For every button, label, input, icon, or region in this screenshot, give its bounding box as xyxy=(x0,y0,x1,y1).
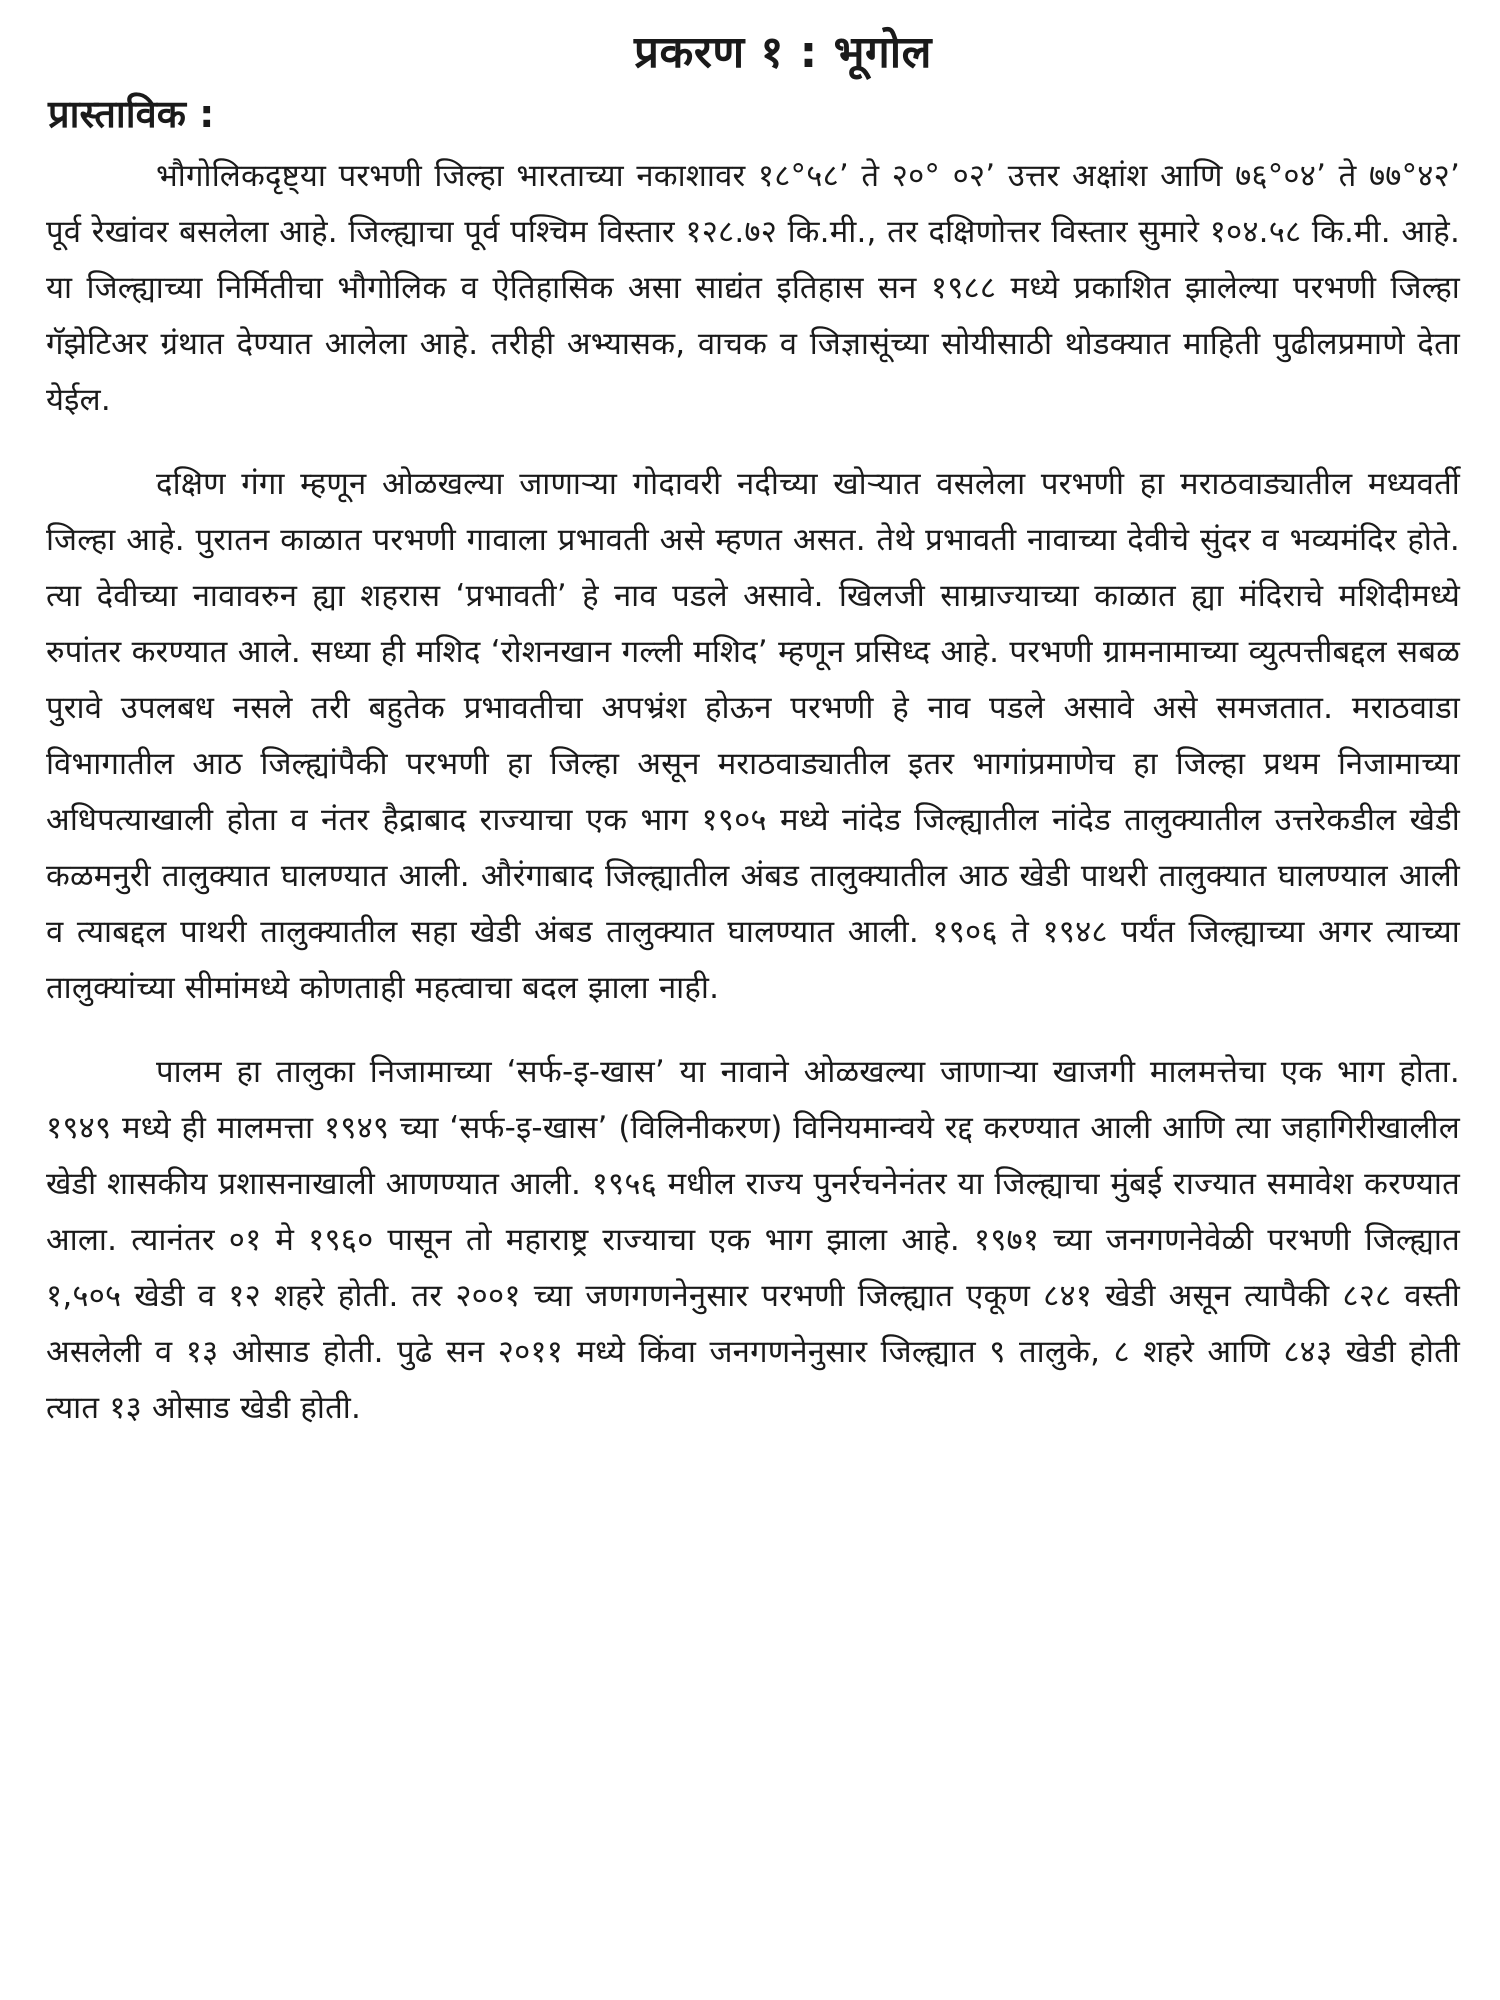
chapter-title: प्रकरण १ : भूगोल xyxy=(634,27,932,78)
paragraph-history-prabhavati: दक्षिण गंगा म्हणून ओळखल्या जाणाऱ्या गोदावरी नदीच्या खोऱ्यात वसलेला परभणी हा मराठवाड्यातील मध्यवर्ती जिल्हा आहे. पुरातन काळात परभणी गावाला प्रभावती असे म्हणत असत. तेथे प्रभावती नावाच्या देवीचे सुंदर व भव्यमंदिर होते. त्या देवीच्या नावावरुन ह्या शहरास ‘प्रभावती’ हे नाव पडले असावे. खिलजी साम्राज्याच्या काळात ह्या मंदिराचे मशिदीमध्ये रुपांतर करण्यात आले. सध्या ही मशिद ‘रोशनखान गल्ली मशिद’ म्हणून प्रसिध्द आहे. परभणी ग्रामनामाच्या व्युत्पत्तीबद्दल सबळ पुरावे उपलबध नसले तरी बहुतेक प्रभावतीचा अपभ्रंश होऊन परभणी हे नाव पडले असावे असे समजतात. मराठवाडा विभागातील आठ जिल्ह्यांपैकी परभणी हा जिल्हा असून मराठवाड्यातील इतर भागांप्रमाणेच हा जिल्हा प्रथम निजामाच्या अधिपत्याखाली होता व नंतर हैद्राबाद राज्याचा एक भाग १९०५ मध्ये नांदेड जिल्ह्यातील नांदेड तालुक्यातील उत्तरेकडील खेडी कळमनुरी तालुक्यात घालण्यात आली. औरंगाबाद जिल्ह्यातील अंबड तालुक्यातील आठ खेडी पाथरी तालुक्यात घालण्याल आली व त्याबद्दल पाथरी तालुक्यातील सहा खेडी अंबड तालुक्यात घालण्यात आली. १९०६ ते १९४८ पर्यंत जिल्ह्याच्या अगर त्याच्या तालुक्यांच्या सीमांमध्ये कोणताही महत्वाचा बदल झाला नाही. xyxy=(46,466,1460,1006)
section-heading: प्रास्ताविक : xyxy=(48,92,215,136)
paragraph-palam-census: पालम हा तालुका निजामाच्या ‘सर्फ-इ-खास’ या नावाने ओळखल्या जाणाऱ्या खाजगी मालमत्तेचा एक भाग होता. १९४९ मध्ये ही मालमत्ता १९४९ च्या ‘सर्फ-इ-खास’ (विलिनीकरण) विनियमान्वये रद्द करण्यात आली आणि त्या जहागिरीखालील खेडी शासकीय प्रशासनाखाली आणण्यात आली. १९५६ मधील राज्य पुनर्रचनेनंतर या जिल्ह्याचा मुंबई राज्यात समावेश करण्यात आला. त्यानंतर ०१ मे १९६० पासून तो महाराष्ट्र राज्याचा एक भाग झाला आहे. १९७१ च्या जनगणनेवेळी परभणी जिल्ह्यात १,५०५ खेडी व १२ शहरे होती. तर २००१ च्या जणगणनेनुसार परभणी जिल्ह्यात एकूण ८४१ खेडी असून त्यापैकी ८२८ वस्ती असलेली व १३ ओसाड होती. पुढे सन २०११ मध्ये किंवा जनगणनेनुसार जिल्ह्यात ९ तालुके, ८ शहरे आणि ८४३ खेडी होती त्यात १३ ओसाड खेडी होती. xyxy=(46,1054,1460,1426)
paragraph-intro-coordinates: भौगोलिकदृष्ट्या परभणी जिल्हा भारताच्या नकाशावर १८°५८’ ते २०° ०२’ उत्तर अक्षांश आणि ७६°०४’ ते ७७°४२’ पूर्व रेखांवर बसलेला आहे. जिल्ह्याचा पूर्व पश्चिम विस्तार १२८.७२ कि.मी., तर दक्षिणोत्तर विस्तार सुमारे १०४.५८ कि.मी. आहे. या जिल्ह्याच्या निर्मितीचा भौगोलिक व ऐतिहासिक असा साद्यंत इतिहास सन १९८८ मध्ये प्रकाशित झालेल्या परभणी जिल्हा गॅझेटिअर ग्रंथात देण्यात आलेला आहे. तरीही अभ्यासक, वाचक व जिज्ञासूंच्या सोयीसाठी थोडक्यात माहिती पुढीलप्रमाणे देता येईल. xyxy=(46,158,1460,418)
